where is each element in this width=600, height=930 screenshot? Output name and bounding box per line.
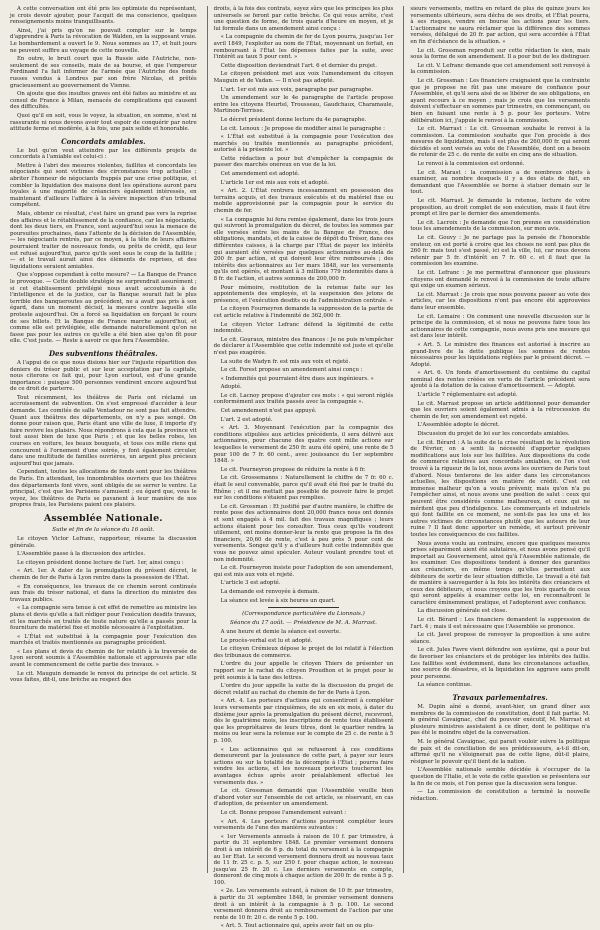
article-paragraph: Le cit. Fourneyron insiste pour l'adoption de son amendement, qui est mis aux voix et rejeté. (213, 565, 394, 578)
article-paragraph: Un amendement sur le 4e paragraphe de l'article propose entre les citoyens Heurtel, Trousseau, Gaudchaux, Charamaule, Martinon-Terrisse. (213, 95, 394, 115)
article-paragraph: Le cit. Javel propose de renvoyer la proposition à une autre séance. (410, 632, 590, 645)
article-paragraph: Le cit. Marrast propose un article additionnel pour demander que les ouvriers soient également admis à la rétrocession du chemin de fer, son amendement est rejeté. (410, 400, 590, 420)
article-paragraph: Cet amendement n'est pas appuyé. (220, 408, 317, 415)
article-paragraph: « Les plans et devis du chemin de fer relatifs à la traversée de Lyon seront soumis à l'Assemblée nationale et approuvés par elle avant le commencement de cette partie des travaux. » (10, 648, 197, 669)
article-paragraph: Le citoyen Victor Lefranc, rapporteur, résume la discussion générale. (10, 535, 197, 549)
article-paragraph: Le cit. Mauguin demande le renvoi du principe de cet article. Si vous faites, dit-il, une brèche au respect des (10, 670, 197, 684)
article-paragraph: Le cit. Bérard : Les financiers demandent la suppression de l'art. 4 ; mais il est nécessaire que l'Assemblée se prononce. (410, 617, 590, 630)
article-paragraph: Le cit. Grossman demandé que l'Assemblée veuille bien d'abord voter sur l'ensemble de cet article, se réservant, en cas d'adoption, de présenter un amendement. (213, 788, 394, 808)
section-subheading: (Correspondance particulière du Lionnais.) (242, 611, 365, 618)
article-paragraph: Le cit. Gouraux, ministre des finances : Je ne puis m'empêcher de déclarer à l'Assemblée que cette indemnité est juste et qu'elle n'est pas exagérée. (213, 336, 394, 356)
article-paragraph: Que s'oppose cependant à cette mesure? — La Banque de France le provoque. — Cette double stratégie ne surprendrait assurément ; si cet établissement privilégié nous avait accoutumés à de l'intelligence et de la justice, car la Banque sourait fait le plus terrible des banqueroutes au précédent, ne a avait pas pris à son égard, dans un moment décisif, la mesure contre laquelle elle proteste aujourd'hui. On a forcé sa liquidation en forçant le cours de ses billets. Et la Banque de France marche aujourd'hui, et comme elle est privilégiée, elle demande naturellement qu'on ne fasse pas pour les autres ce qu'elle a été bien aise qu'on fît pour elle. C'est juste. — Reste à savoir ce que fera l'Assemblée. (10, 272, 197, 345)
article-paragraph: « Art. 2. L'État rentrera incessamment en possession des terrains acquis, et des travaux exécutés et du matériel fixe ou mobile approvisionné par la compagnie pour le service du chemin de fer. (213, 188, 394, 215)
article-paragraph: M. Dupin aîné a donné, avant-hier, un grand dîner aux membres de la commission de constitution, dont il fait partie. M. le général Cavaignac, chef du pouvoir exécutif, M. Marrast et plusieurs ministres assistaient à ce dîner, dont le politique n'a pas été le moindre objet de la conversation. (410, 704, 590, 737)
article-paragraph: On ajoute que des insultes graves ont été faites au ministre et au consul de France à Milan, menacés de complications qui causent des difficultés. (10, 91, 197, 111)
article-paragraph: « Indemnités qui pourraient être dues aux ingénieurs. » (220, 375, 374, 382)
column-right (403, 6, 590, 873)
article-paragraph: « La compagnie sera tenue à cet effet de remettre au ministre les plans et devis qu'elle a fait rédiger pour l'exécution desdits travaux, et les marchés en traités de toute nature qu'elle a passés pour la fourniture de matériel fixe et mobile nécessaire à l'exploitation. (10, 605, 197, 632)
article-paragraph: Le cit. Fourneyron propose de réduire la rente à 6 fr. (220, 466, 366, 473)
article-paragraph: Le cit. Gouvy : Je ne partage pas la pensée de l'honorable orateur, on est porté à croire que les choses ne sont pas plus de 260 fr. mais tout s'est passé, ici est la ville, lui, car nous devons retenir par 5 fr. d'intérêt en 7 fr. 60 c. et il faut que la commission les examine. (410, 235, 590, 268)
section-heading: Des subventions théâtrales. (48, 348, 158, 358)
article-paragraph: Le citoyen président donne lecture de l'art. 1er, ainsi conçu : (17, 559, 184, 566)
article-paragraph: « L'État est substitué à la compagnie pour l'exécution des marchés ou traités mentionnés au paragraphe précédent, autorisé à la présente loi. » (213, 134, 394, 154)
article-paragraph: Adopté. (220, 384, 242, 391)
article-paragraph: « 2e. Les versements suivant, à raison de 10 fr. par trimestre, à partir du 31 septembre 1848, le premier versement donnera droit à un intérêt à la compagnie à 5 p. 100. Le second versement donnera droit au remboursement de l'action par une rente de 10 fr. 20 c. de rente 5 p. 100. (213, 888, 394, 921)
section-heading: Travaux parlementaires. (452, 693, 548, 702)
article-paragraph: Le citoyen Fourneyron demande la suppression de la partie de cet article relative à l'indemnité de 362,000 fr. (213, 306, 394, 319)
article-paragraph: Le cit. Grossman reproduit sur cette rédaction le sien, mais sous la forme de son amendement. Il a pour but de les distinguer. (410, 47, 590, 61)
article-paragraph: — La commission de constitution a terminé la nouvelle rédaction. (410, 789, 590, 802)
article-paragraph: L'Assemblée passe à la discussion des articles. (17, 551, 146, 558)
article-paragraph: « Art. 1er. A dater de la promulgation du présent décret, le chemin de fer de Paris à Lyon rentre dans la possession de l'État. (10, 568, 197, 581)
article-paragraph: La séance est levée à six heures un quart. (220, 597, 336, 604)
article-paragraph: Nous avons voulu au contraire, encore que quelques mesures prises séparément aient été salutaires, et nous avons pensé qu'il importait au Gouvernement, ainsi qu'à l'Assemblée nationale, de les examiner. Ces dispositions tendent à donner des garanties aux créanciers, en même temps qu'elles permettent aux débiteurs de sortir de leur situation difficile. Le travail a été fait de manière à sauvegarder à la fois les intérêts des créanciers et ceux des débiteurs, et nous croyons que les trois quarts de ceux qui seront appelés à examiner cette loi, en reconnaîtront le caractère éminemment pratique, et l'adopteront avec confiance. (410, 540, 590, 606)
article-paragraph: Le cit. Bérard : A la suite de la crise résultant de la révolution de Février, on a senti la nécessité d'apporter quelques modifications aux lois sur les faillites. Aux dispositions du code de commerce relatives aux concordats amiables, on l'on s'est trouvé à la rigueur de la loi, nous avons les ouvriers de Paris tout d'abord. Nous tenterons de les aider dans les circonstances actuelles, les dispositions en matière de crédit. C'est cet immense malheur qu'on a voulu prévenir, mais qu'on n'a pu l'empêcher ainsi, et nous avons une position de salut : ceux qui peuvent être considérés comme malheureux, et ceux qui ne méritent que peu d'indulgence. Les commerçants et industriels qui font faillite en ce moment, ne sont-ils pas les uns et les autres victimes de circonstances plutôt que les auteurs de leur ruine ? Il faut donc apporter un remède, et surtout prévenir toutes les conséquences de ces faillites. (410, 439, 590, 538)
article-paragraph: M. le général Cavaignac, qui parait vouloir suivre la politique de paix et de conciliation de ses prédécesseurs, a-t-il dit-on, affirmé qu'il ne s'éloignerait pas de cette ligne, dût-il plaire, résigner le pouvoir qu'il tient de la nation. (410, 738, 590, 765)
article-paragraph: Le cit. V. Lefranc demande que cet amendement soit renvoyé à la commission. (410, 62, 590, 76)
article-paragraph: « La compagnie lui fera remise également, dans les trois jours qui suivront la promulgation du décret, de toutes les sommes par elle versées entre les mains de la Banque de France, des obligations, mandats, et de la caisse de dépôt du Trésor, dans ces différentes caisses, à la charge par l'État de payer les intérêts qui auraient été versées par quelques actionnaires au-delà de 200 fr. par action, et qui doivent leur être remboursés ; des intérêts des actionnaires au 1er mars 1848, sur les versements qu'ils ont opérés, et montant à 3 millions 779 indemnités dans à 8 fr. de l'action, et autres sommes de 200,000 fr. (213, 216, 394, 282)
section-subheading: Séance du 17 août. — Présidence de M. A. Marrast. (230, 620, 377, 627)
article-paragraph: Le cit. Grossman : Les financiers craignaient que la contrainte que je propose ne fût pas une mesure de confiance pour l'Assemblée, et qu'il sera aisé de se libérer de ses obligations, en ayant recours à ce moyen ; mais je crois que les versements doivent s'effectuer en sommes par trimestre, en commençant, ou bien en faisant une rente à 5 p. pour les porteurs. Votre délibération ici, j'appuie le renvoi à la commission. (410, 77, 590, 124)
article-paragraph: A une heure et demie la séance est ouverte. (220, 629, 341, 636)
article-paragraph: Mais, obtenir ce résultat, c'est faire un grand pas vers la reprise des affaires et le rétablissement de la confiance, car les négociants, dont les deux tiers, en France, sont aujourd'hui sous la menace de poursuites prochaines, dans l'attente de la décision de l'Assemblée, — les négociants rentrés, par ce moyen, à la tête de leurs affaires pourraient traiter de nouveaux fonds, ou prêts de crédit, qui leur est refusé aujourd'hui, parce qu'ils sont sous le coup de la faillite ; — et le travail aurait ainsi des éléments de reprises, et des liquidations seraient amiables. (10, 211, 197, 270)
article-paragraph: L'Assemblée adopte le décret. (417, 422, 500, 429)
article-paragraph: L'article 7 réglementaire est adopté. (417, 392, 518, 399)
article-paragraph: L'art. 2 est adopté. (220, 416, 273, 423)
article-paragraph: Le cit. Lemaire : On comment une nouvelle discussion sur le principe de la commission, et si nous ne pouvons faire tous les actionnaires de cette compagnie, nous avons pris une mesure qui est dans leur intérêt. (410, 313, 590, 340)
article-paragraph: « Art. 5. Tout actionnaire qui, après avoir fait un ou plu- (220, 923, 374, 930)
article-paragraph: Cet amendement est adopté. (220, 171, 300, 178)
article-paragraph: Tout récemment, les théâtres de Paris ont réclamé un accroissement de subvention. On s'est empressé d'accéder à leur demande. Les comités de salle Ventadour ne sont pas fait attendre. Quant aux théâtres des départements, on n'y a pas songé. On donne pour raison que, Paris étant une ville de luxe, il importe d'y faire revivre les plaisirs. Nous répondrons à cela que la province vit tout aussi bien de luxe que Paris ; et que les belles robes, les courses en voiture, les beaux bouquets, et tous ces mille riens qui concourent à l'ornement d'une soirée, y font également circuler, dans une multitude de familles ouvrières, un argent plus précieux aujourd'hui que jamais. (10, 394, 197, 467)
article-paragraph: Le cit. Grossemanns : Naturellement le chiffre de 7 fr. 60 c. était le seul convenable, parce qu'il avait été fixé par le traité du Rhône ; et il me mettait pas possible de pouvoir faire le projet sur les conditions s'étaient pas remplies. (213, 475, 394, 502)
article-paragraph: A l'appui de ce que nous disions hier sur l'injuste répartition des deniers du trésor public et sur leur acceptation par la capitale, nous citerons ce fait qui, pour Lyon surtout, est d'une grande importance : puisque 500 personnes vendirent encore aujourd'hui de ce droit de parterre. (10, 359, 197, 393)
column-left (10, 6, 197, 873)
article-paragraph: Le cit. Lacroix : Je demande que l'on prenne en considération tous les amendements de la commission, sur mon avis. (410, 219, 590, 233)
article-paragraph: Cette disposition deviendrait l'art. 6 et dernier du projet. (220, 62, 377, 69)
article-paragraph: Le citoyen Victor Lefranc défend la légitimité de cette indemnité. (213, 321, 394, 335)
article-paragraph: L'article 1er est mis aux voix et adopté. (220, 179, 329, 186)
article-paragraph: « Les actionnaires qui se refuseront à ces conditions demeureront par la jouissance de cette part, à payer sur leurs actions ou sur la totalité de la décompte à l'État ; pourra faire vendre les actions, et les nouveaux porteurs toucheront les avantages échus après avoir préalablement effectué les versements dus. » (213, 746, 394, 786)
article-paragraph: L'art. 1er est mis aux voix, paragraphe par paragraphe. (220, 86, 374, 93)
article-paragraph: Le renvoi à la commission est ordonné. (417, 161, 525, 168)
article-paragraph: « Art. 3. Moyennant l'exécution par la compagnie des conditions stipulées aux articles précédents, il sera délivré aux actionnaires, pour chacune des quatre cent mille actions sur lesquelles le versement de 250 fr. aura été opéré, une rente de 5 pour 100 de 7 fr. 60 cent., avec jouissance du 1er septembre 1848. » (213, 425, 394, 465)
article-paragraph: Le cit. Marrast : Je crois que nous pouvons passer au vote des articles, car les dispositions n'ont pas encore été approuvées dans leur ensemble. (410, 291, 590, 311)
article-paragraph: Le cit. Grossman : Et justifié par d'autre manière, le chiffre de rente pose des actionnaires dont 20,000 francs nous ont donnés et sont engagés à 4 mil. fait des travaux magnifiques ; leurs actions étaient pour les consulter. Tous ceux qu'ils voudront utilement, ont moins donner-leur la rente que propose la fin des financiers, 20,60 de rente, c'est à peu près 5 pour cent de versements. Songez qu'il y a d'ailleurs huit cette indemnités que vous ne pouvez ainsi spéculer. Auteur voulant prendre tout et non indemnité. (213, 503, 394, 563)
article-paragraph: sieurs versements, mettra en retard de plus de quinze jours les versements ultérieurs, sera déchu de ses droits, et l'État pourra, à ses risques, vendre en bourse les actions pour les tiers. L'actionnaire ne saura réclamer que la différence des sommes versées, défalqué de 20 fr. par action, qui sera accordée à l'État en fin d'échéance de la situation. » (410, 6, 590, 45)
article-paragraph: Ainsi, j'ai pris qu'on ne pouvait compter sur le temps d'apprendre à Paris la révocation de Walden, en la supposant vraie. Le bombardement a ouvert le 9. Nous sommes au 17, et huit jours ne peuvent suffire au voyage de cette nouvelle. (10, 27, 197, 54)
section-divider (268, 607, 340, 608)
article-paragraph: L'article 3 est adopté. (220, 580, 281, 587)
article-paragraph: L'Assemblée nationale semble décidée à s'occuper de la question de l'Italie, et le vote de cette question se présentera sur la fin de ce mois, et l'on pense que la discussion sera longue. (410, 767, 590, 787)
article-paragraph: Mettre à l'abri des mesures violentes, faillites et concordats les négociants qui sont victimes des circonstances trop actuelles ; abriter l'honneur de négociants frappés par une crise politique, et combler la liquidation des maisons dont les opérations auront paru loyales à une majorité de créanciers également intéressés, en maintenant d'ailleurs l'affaire à la sévère inspection d'un tribunal compétent. (10, 162, 197, 209)
article-paragraph: Le cit. Marrast : Le cit. Grossman souhaite le renvoi à la commission. La commission souhaite que l'on procède à des mesures de liquidation, mais il est plus de 260,000 fr. qui seront décidés et sont versés au vote de l'Assemblée, dont on a besoin de retenir de 25 c. de rente de suite en cinq ans de situation. (410, 126, 590, 159)
article-paragraph: Le décret président donne lecture du 4e paragraphe. (220, 116, 367, 123)
article-paragraph: Le but qu'on veut atteindre par les différents projets de concordats à l'amiable est celui-ci : (10, 147, 197, 161)
article-paragraph: « La compagnie du chemin de fer de Lyon pourra, jusqu'au 1er avril 1849, l'exploiter au nom de l'État, moyennant un forfait, en remboursant à l'État les dépenses faites par la suite, avec l'intérêt au taux 5 pour cent. » (213, 34, 394, 61)
column-middle (207, 6, 394, 930)
article-paragraph: Quoi qu'il en soit, vous le voyez, la situation, en somme, n'est ni rassurante ni nous devons avoir tout espoir de conquérir par notre attitude ferme et modérée, à la fois, une paix solide et honorable. (10, 112, 197, 133)
article-paragraph: Le procès-verbal est lu et adopté. (220, 637, 313, 644)
article-paragraph: « Art. 5. Le ministre des finances est autorisé à inscrire au grand-livre de la dette publique les sommes de rentes nécessaires pour les liquidations réglées par le présent décret. — Adopté. (410, 341, 590, 368)
article-paragraph: A cette conversation ont été pris les optimiste du représentant, je crois devoir ajouter, pour l'acquit de ma conscience, quelques renseignements moins tranquillisants. (10, 6, 197, 26)
article-paragraph: « L'État est substitué à la compagnie pour l'exécution des marchés et traités mentionnés au paragraphe précédent. (10, 633, 197, 647)
article-paragraph: Le cit. Lefranc : Je me permettrai d'annoncer que plusieurs citoyens ont demandé le renvoi à la commission de toute affaire qui exige un examen sérieux. (410, 269, 590, 290)
article-paragraph: « Art. 6. Un fonds d'amortissement du centième du capital nominal des rentes créées en vertu de l'article précédent sera ajouté à la dotation de la caisse d'amortissement. — Adopté. (410, 370, 590, 390)
article-paragraph: Le cit. Lacnoy propose d'ajouter ces mots : « qui seront réglés conformément aux traités passés avec la compagnie ». (213, 392, 394, 406)
article-paragraph: Le cit. Bonne propose l'amendement suivant : (220, 809, 347, 816)
article-paragraph: Cette rédaction a pour but d'empêcher la compagnie de passer des marchés onéreux en vue de la loi. (213, 155, 394, 169)
section-heading: Assemblée Nationale. (43, 512, 163, 524)
article-paragraph: L'ordre du jour appelle la suite de la discussion du projet de décret relatif au rachat du chemin de fer de Paris à Lyon. (213, 683, 394, 696)
article-paragraph: « 1er Versements annuels à raison de 10 f. par trimestre, à partir du 31 septembre 1848. Le premier versement donnera droit à un intérêt de 6 p. du total du versement à la compagnie au 1er Etat. Le second versement donnera droit au nouveau taux de 11 fr. 25 c. p. 5, sur 250 f. pour chaque action, le nouveau jusqu'au 25 fr. 20 c. Les derniers versements en compte, donneront de cinq mois à chaque action de 200 fr. de rente à 5 p. 100. (213, 833, 394, 886)
section-subheading: Suite et fin de la séance du 16 août. (52, 526, 155, 533)
article-paragraph: Le cit. Lenoux : Je propose de modifier ainsi le paragraphe : (220, 125, 385, 132)
article-paragraph: L'ordre du jour appelle le citoyen Thiers de présenter un rapport sur le rachat du citoyen Proudhon et le projet pour le prêt soumis à la taxe des lettres. (213, 661, 394, 681)
article-paragraph: La séance continue. (417, 682, 472, 689)
article-paragraph: « Art. 4. Les porteurs d'actions pourront compléter leurs versements de l'une des manières suivantes : (213, 818, 394, 832)
article-paragraph: droits, à la fois des contrats, soyez sûrs que les principes les plus universels se feront par cette brèche. Ce qui vous arrête, c'est une question de forme, de trois quarts d'heure en moyen, et je lui formule dans un amendement ainsi conçu : (213, 6, 394, 32)
article-paragraph: Le cit. Marrast. Je demande la retenue, lecture de votre proposition, au droit complet de son exécution, mais il faut être prompt et lire par le dernier des amendements. (410, 198, 590, 218)
article-paragraph: La suite de Wadyn fr. est mis aux voix et rejeté. (220, 358, 351, 365)
article-paragraph: Le cit. Jules Favre vient défendre son système, qui a pour but de favoriser les créanciers et de protéger les intérêts des faillis. Les faillites sont évidemment, dans les circonstances actuelles, une source de désastres, et la liquidation les aggrave sans profit pour personne. (410, 647, 590, 680)
article-paragraph: Discussion du projet de loi sur les concordats amiables. (417, 431, 570, 438)
article-paragraph: Cependant, toutes les allocations de fonds sont pour les théâtres de Paris. En attendant, les innombrables ouvriers que les théâtres des départements font vivre, sont obligés de se serrer le ventre. Le principal, c'est que les Parisiens s'amusent ; eu égard que, vous le voyez, les théâtres de Paris se pavanent à leur manière de nos propres frais, les Parisiens paient ces plaisirs. (10, 469, 197, 509)
article-paragraph: En outre, le bruit court que la Russie aide l'Autriche, non-seulement de ses conseils, mais de sa bourse, et que l'empereur Ferdinand l'a fait informer de l'armée que l'Autriche des fonds russes vendus à Londres par son frère Nicolas, et prêtés gracieusement au gouvernement de Vienne. (10, 56, 197, 89)
article-paragraph: La discussion générale est close. (417, 608, 508, 615)
article-paragraph: Le citoyen président met aux voix l'amendement du citoyen Mauguin et de Vadan. — Il n'est pas adopté. (213, 71, 394, 84)
article-paragraph: Le cit. Forest propose un amendement ainsi conçu : (220, 367, 363, 374)
section-heading: Concordats amiables. (61, 136, 146, 146)
article-paragraph: « En conséquence, les travaux de ce chemin seront continués aux frais du trésor national, et dans la direction du ministre des travaux publics. (10, 583, 197, 603)
article-paragraph: La demande est renvoyée à demain. (220, 588, 320, 595)
article-paragraph: Le cit. Marast : la commission a de nombreux objets à examiner, au nombre desquels il y a des états de fait, en demandant que l'Assemblée se borne à statuer demain sur le tout. (410, 169, 590, 196)
article-paragraph: « Art. 4. Les porteurs d'actions qui consentiront à compléter leurs versements par cinquièmes, de six en six mois, à dater du dixième jour après la promulgation du présent décret, recevront, dès le quatrième mois, les inscriptions de rente tous établissent que les propriétaires de leurs titres, dont le quartier rendra la moins ou leur sera la retenue sur le compte de 25 c. de rente à 5 p. 100. (213, 698, 394, 744)
article-paragraph: Pour mémoire, restitution de la retenue faite sur les appointements des employés, et la suspension des jetons de présence, et l'exécution desdits ou de l'administration centrale. » (213, 284, 394, 304)
article-paragraph: Le citoyen Crémieux dépose le projet de loi relatif à l'élection des tribunaux de commerce. (213, 646, 394, 659)
